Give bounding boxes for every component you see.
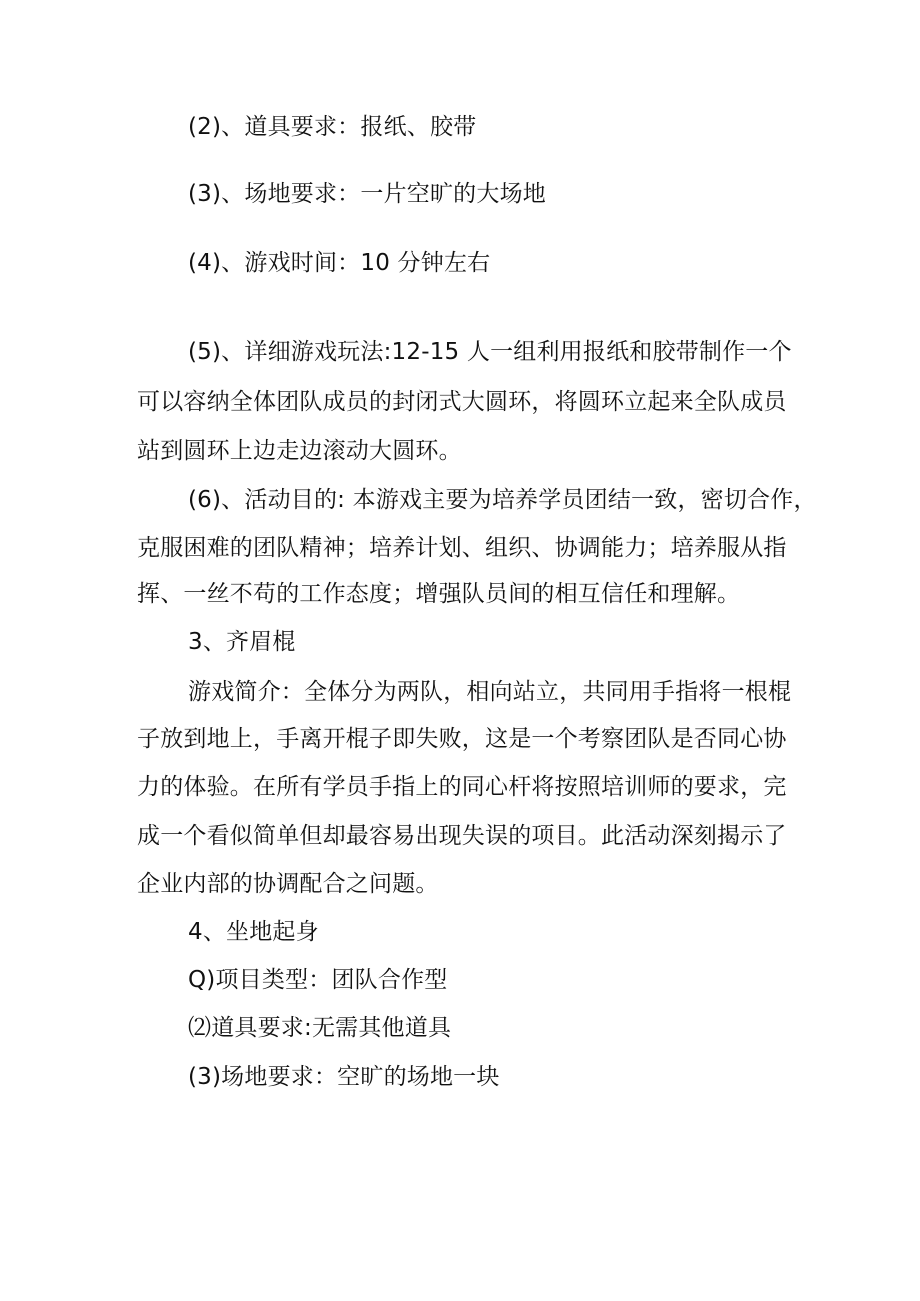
item-props-2: ⑵道具要求:无需其他道具 xyxy=(188,1015,452,1041)
item-type: Q)项目类型：团队合作型 xyxy=(188,967,448,993)
section-heading-4: 4、坐地起身 xyxy=(188,919,319,945)
item-props: (2)、道具要求：报纸、胶带 xyxy=(188,114,477,140)
item-rules-line-2: 可以容纳全体团队成员的封闭式大圆环，将圆环立起来全队成员 xyxy=(137,389,787,415)
section-heading-3: 3、齐眉棍 xyxy=(188,629,296,655)
intro-line-3: 力的体验。在所有学员手指上的同心杆将按照培训师的要求，完 xyxy=(137,774,787,800)
item-duration: (4)、游戏时间：10 分钟左右 xyxy=(188,250,491,276)
item-goal-line-1: (6)、活动目的: 本游戏主要为培养学员团结一致，密切合作， xyxy=(188,487,817,513)
item-rules-line-1: (5)、详细游戏玩法:12-15 人一组利用报纸和胶带制作一个 xyxy=(188,339,792,365)
item-rules-line-3: 站到圆环上边走边滚动大圆环。 xyxy=(137,438,462,464)
item-venue: (3)、场地要求：一片空旷的大场地 xyxy=(188,181,546,207)
item-venue-2: (3)场地要求：空旷的场地一块 xyxy=(188,1064,500,1090)
intro-line-2: 子放到地上，手离开棍子即失败，这是一个考察团队是否同心协 xyxy=(137,726,787,752)
intro-line-1: 游戏简介：全体分为两队，相向站立，共同用手指将一根棍 xyxy=(188,679,792,705)
intro-line-5: 企业内部的协调配合之问题。 xyxy=(137,871,439,897)
item-goal-line-3: 挥、一丝不苟的工作态度；增强队员间的相互信任和理解。 xyxy=(137,581,741,607)
item-goal-line-2: 克服困难的团队精神；培养计划、组织、协调能力；培养服从指 xyxy=(137,535,787,561)
intro-line-4: 成一个看似简单但却最容易出现失误的项目。此活动深刻揭示了 xyxy=(137,823,787,849)
